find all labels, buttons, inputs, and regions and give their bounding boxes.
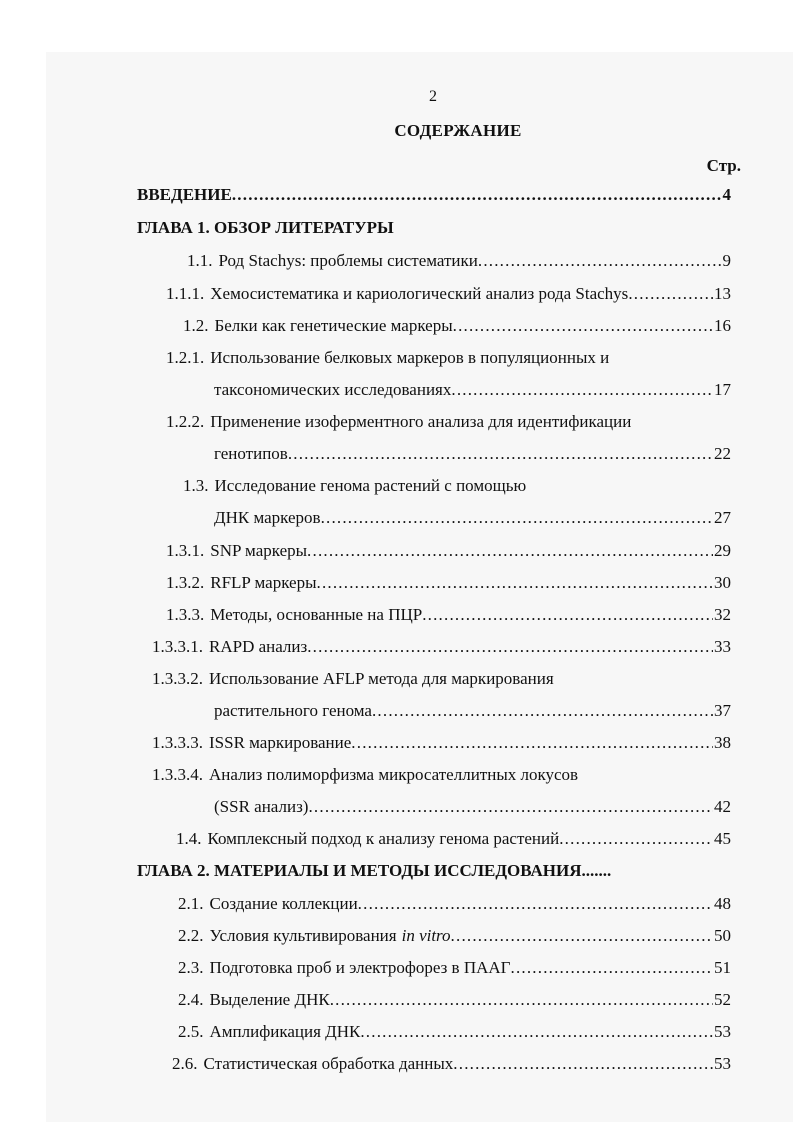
toc-number: 2.1. bbox=[178, 894, 204, 913]
toc-number: 1.3.3.3. bbox=[152, 733, 203, 752]
toc-label: SNP маркеры bbox=[210, 541, 308, 560]
dot-leader bbox=[317, 572, 714, 594]
toc-entry-2-5 bbox=[178, 1021, 731, 1043]
toc-entry-1-3-3-4-line1 bbox=[152, 764, 578, 786]
toc-label: ВВЕДЕНИЕ bbox=[137, 185, 232, 204]
toc-page: 30 bbox=[714, 573, 731, 592]
toc-entry-1-3-3-3 bbox=[152, 732, 731, 754]
toc-entry-2-6 bbox=[172, 1053, 731, 1075]
toc-label: Статистическая обработка данных bbox=[203, 1054, 454, 1073]
toc-page: 17 bbox=[714, 380, 731, 399]
toc-entry-1-2 bbox=[183, 315, 731, 337]
page-column-label: Стр. bbox=[706, 156, 741, 175]
toc-label-italic: in vitro bbox=[401, 926, 451, 945]
toc-number: 1.3.2. bbox=[166, 573, 205, 592]
dot-leader bbox=[351, 732, 713, 754]
page-title: СОДЕРЖАНИЕ bbox=[394, 121, 522, 140]
toc-label: Выделение ДНК bbox=[209, 990, 330, 1009]
toc-label: Условия культивирования bbox=[209, 926, 397, 945]
toc-page: 9 bbox=[722, 251, 731, 270]
toc-number: 1.3.3.1. bbox=[152, 637, 203, 656]
toc-label: генотипов bbox=[214, 444, 288, 463]
toc-page: 27 bbox=[714, 508, 731, 527]
toc-label: (SSR анализ) bbox=[214, 797, 309, 816]
toc-number: 1.3.3. bbox=[166, 605, 205, 624]
toc-entry-1-1-1 bbox=[166, 283, 731, 305]
toc-number: 1.3. bbox=[183, 476, 209, 495]
toc-label: таксономических исследованиях bbox=[214, 380, 452, 399]
dot-leader bbox=[360, 1021, 713, 1043]
dot-leader bbox=[453, 315, 713, 337]
toc-entry-1-2-2-line1 bbox=[166, 411, 631, 433]
toc-label: Хемосистематика и кариологический анализ рода Stachys bbox=[210, 284, 629, 303]
toc-entry-intro bbox=[137, 184, 731, 206]
toc-entry-1-2-2-line2 bbox=[214, 443, 731, 465]
toc-page: 50 bbox=[714, 926, 731, 945]
toc-label: Применение изоферментного анализа для идентификации bbox=[210, 412, 632, 431]
dot-leader bbox=[307, 636, 713, 658]
toc-label: ДНК маркеров bbox=[214, 508, 321, 527]
toc-entry-1-3-line1 bbox=[183, 475, 526, 497]
toc-label: Использование AFLP метода для маркирования bbox=[209, 669, 554, 688]
toc-number: 1.1.1. bbox=[166, 284, 205, 303]
toc-label: растительного генома bbox=[214, 701, 372, 720]
toc-label: Комплексный подход к анализу генома растений bbox=[207, 829, 560, 848]
toc-entry-1-3-line2 bbox=[214, 507, 731, 529]
toc-label: Подготовка проб и электрофорез в ПААГ bbox=[209, 958, 511, 977]
toc-label: Исследование генома растений с помощью bbox=[214, 476, 527, 495]
dot-leader bbox=[628, 283, 713, 305]
toc-page: 52 bbox=[714, 990, 731, 1009]
toc-page: 38 bbox=[714, 733, 731, 752]
toc-entry-2-2 bbox=[178, 925, 731, 947]
toc-label: Род Stachys: проблемы систематики bbox=[218, 251, 478, 270]
toc-chapter-1: ГЛАВА 1. ОБЗОР ЛИТЕРАТУРЫ bbox=[137, 218, 394, 237]
dot-leader bbox=[559, 828, 713, 850]
toc-label: Методы, основанные на ПЦР bbox=[210, 605, 423, 624]
toc-entry-1-3-3 bbox=[166, 604, 731, 626]
dot-leader bbox=[232, 184, 722, 206]
toc-entry-1-3-3-2-line2 bbox=[214, 700, 731, 722]
toc-number: 1.2. bbox=[183, 316, 209, 335]
toc-entry-1-3-3-1 bbox=[152, 636, 731, 658]
dot-leader bbox=[330, 989, 713, 1011]
toc-entry-1-1 bbox=[187, 250, 731, 272]
toc-entry-1-3-1 bbox=[166, 540, 731, 562]
toc-entry-1-2-1-line2 bbox=[214, 379, 731, 401]
page-number: 2 bbox=[429, 88, 437, 105]
toc-number: 2.3. bbox=[178, 958, 204, 977]
toc-label: ISSR маркирование bbox=[209, 733, 352, 752]
toc-label: Амплификация ДНК bbox=[209, 1022, 361, 1041]
toc-label: RFLP маркеры bbox=[210, 573, 317, 592]
toc-entry-1-4 bbox=[176, 828, 731, 850]
toc-entry-2-4 bbox=[178, 989, 731, 1011]
toc-page: 16 bbox=[714, 316, 731, 335]
toc-number: 1.1. bbox=[187, 251, 213, 270]
dot-leader bbox=[358, 893, 713, 915]
dot-leader bbox=[451, 379, 713, 401]
dot-leader bbox=[288, 443, 713, 465]
toc-entry-2-3 bbox=[178, 957, 731, 979]
dot-leader bbox=[307, 540, 713, 562]
toc-number: 1.3.3.4. bbox=[152, 765, 203, 784]
toc-page: 29 bbox=[714, 541, 731, 560]
toc-number: 1.4. bbox=[176, 829, 202, 848]
toc-page: 45 bbox=[714, 829, 731, 848]
toc-number: 2.4. bbox=[178, 990, 204, 1009]
toc-label: RAPD анализ bbox=[209, 637, 308, 656]
dot-leader bbox=[321, 507, 713, 529]
toc-entry-1-2-1-line1 bbox=[166, 347, 609, 369]
dot-leader bbox=[453, 1053, 713, 1075]
toc-number: 2.2. bbox=[178, 926, 204, 945]
toc-page: 33 bbox=[714, 637, 731, 656]
toc-page: 4 bbox=[722, 185, 731, 204]
toc-number: 1.3.3.2. bbox=[152, 669, 203, 688]
dot-leader bbox=[422, 604, 713, 626]
toc-number: 2.6. bbox=[172, 1054, 198, 1073]
toc-entry-2-1 bbox=[178, 893, 731, 915]
toc-entry-1-3-3-4-line2 bbox=[214, 796, 731, 818]
toc-label: Анализ полиморфизма микросателлитных локусов bbox=[209, 765, 579, 784]
toc-label: Использование белковых маркеров в популяционных и bbox=[210, 348, 610, 367]
dot-leader bbox=[308, 796, 713, 818]
dot-leader bbox=[511, 957, 714, 979]
toc-page: 48 bbox=[714, 894, 731, 913]
toc-page: 13 bbox=[714, 284, 731, 303]
dot-leader bbox=[372, 700, 713, 722]
toc-label: Создание коллекции bbox=[209, 894, 358, 913]
toc-label: Белки как генетические маркеры bbox=[214, 316, 453, 335]
toc-number: 2.5. bbox=[178, 1022, 204, 1041]
toc-entry-1-3-3-2-line1 bbox=[152, 668, 554, 690]
toc-page: 53 bbox=[714, 1022, 731, 1041]
toc-page: 53 bbox=[714, 1054, 731, 1073]
toc-number: 1.3.1. bbox=[166, 541, 205, 560]
toc-chapter-2: ГЛАВА 2. МАТЕРИАЛЫ И МЕТОДЫ ИССЛЕДОВАНИЯ....... bbox=[137, 861, 612, 880]
dot-leader bbox=[478, 250, 722, 272]
toc-page: 37 bbox=[714, 701, 731, 720]
toc-number: 1.2.2. bbox=[166, 412, 205, 431]
toc-page: 32 bbox=[714, 605, 731, 624]
toc-page: 51 bbox=[714, 958, 731, 977]
toc-entry-1-3-2 bbox=[166, 572, 731, 594]
toc-page: 42 bbox=[714, 797, 731, 816]
toc-page: 22 bbox=[714, 444, 731, 463]
toc-number: 1.2.1. bbox=[166, 348, 205, 367]
dot-leader bbox=[451, 925, 713, 947]
